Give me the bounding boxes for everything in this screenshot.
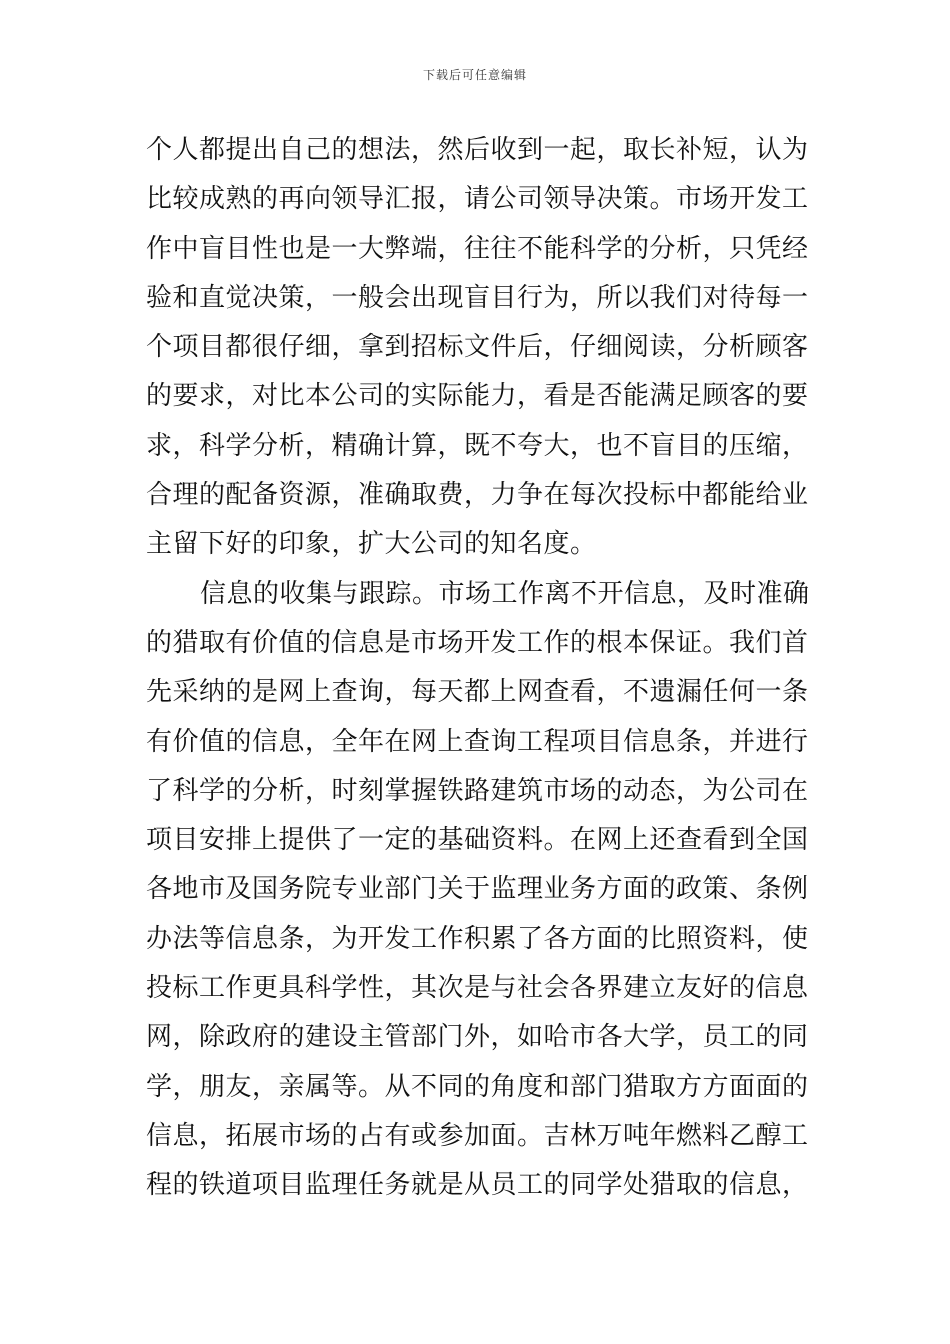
text-line: 信息，拓展市场的占有或参加面。吉林万吨年燃料乙醇工 <box>146 1120 809 1151</box>
text-line: 程的铁道项目监理任务就是从员工的同学处猎取的信息， <box>146 1170 809 1201</box>
text-line: 有价值的信息，全年在网上查询工程项目信息条，并进行 <box>146 726 809 757</box>
text-line: 的猎取有价值的信息是市场开发工作的根本保证。我们首 <box>146 627 809 658</box>
text-line: 作中盲目性也是一大弊端，往往不能科学的分析，只凭经 <box>146 233 809 264</box>
text-line: 网，除政府的建设主管部门外，如哈市各大学，员工的同 <box>146 1022 809 1053</box>
text-line: 验和直觉决策，一般会出现盲目行为，所以我们对待每一 <box>146 282 809 313</box>
paragraph-1 <box>146 126 816 570</box>
text-line: 求，科学分析，精确计算，既不夸大，也不盲目的压缩， <box>146 430 809 461</box>
header-note: 下载后可任意编辑 <box>422 68 527 82</box>
text-line: 了科学的分析，时刻掌握铁路建筑市场的动态，为公司在 <box>146 775 809 806</box>
text-line: 先采纳的是网上查询，每天都上网查看，不遗漏任何一条 <box>146 677 809 708</box>
text-line: 学，朋友，亲属等。从不同的角度和部门猎取方方面面的 <box>146 1071 809 1102</box>
text-line: 各地市及国务院专业部门关于监理业务方面的政策、条例 <box>146 874 809 905</box>
paragraph-2 <box>146 570 816 1211</box>
text-line: 合理的配备资源，准确取费，力争在每次投标中都能给业 <box>146 480 809 511</box>
text-line: 信息的收集与跟踪。市场工作离不开信息，及时准确 <box>200 578 810 609</box>
text-line: 的要求，对比本公司的实际能力，看是否能满足顾客的要 <box>146 381 809 412</box>
text-line: 投标工作更具科学性，其次是与社会各界建立友好的信息 <box>146 973 809 1004</box>
body-text <box>146 126 816 1211</box>
text-line: 个项目都很仔细，拿到招标文件后，仔细阅读，分析顾客 <box>146 332 809 363</box>
text-line: 比较成熟的再向领导汇报，请公司领导决策。市场开发工 <box>146 184 809 215</box>
text-line: 办法等信息条，为开发工作积累了各方面的比照资料，使 <box>146 923 809 954</box>
text-line: 个人都提出自己的想法，然后收到一起，取长补短，认为 <box>146 135 809 165</box>
text-line: 项目安排上提供了一定的基础资料。在网上还查看到全国 <box>146 825 809 856</box>
text-line: 主留下好的印象，扩大公司的知名度。 <box>146 529 597 560</box>
